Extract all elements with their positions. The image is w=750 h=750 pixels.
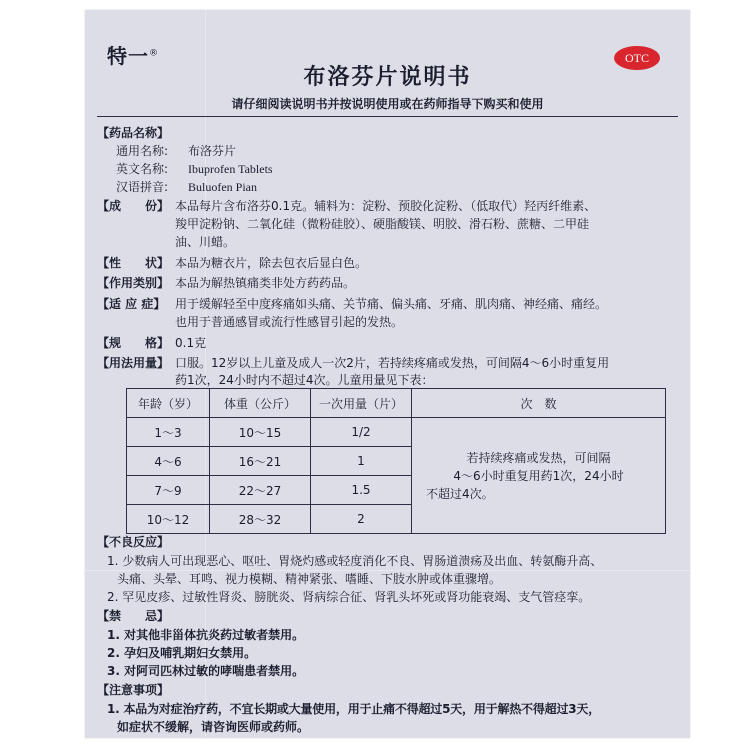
adverse-label: 【不良反应】 xyxy=(97,535,170,549)
precaution-line: 1. 本品为对症治疗药，不宜长期或大量使用，用于止痛不得超过5天，用于解热不得超过3天， xyxy=(107,702,600,716)
weight-cell: 10～15 xyxy=(210,418,311,447)
page-title: 布洛芬片说明书 xyxy=(303,65,472,90)
dosage-line: 口服。12岁以上儿童及成人一次2片，若持续疼痛或发热，可间隔4～6小时重复用 xyxy=(175,356,610,370)
pinyin-name: Buluofen Pian xyxy=(188,180,257,194)
frequency-line: 4～6小时重复用药1次，24小时 xyxy=(453,468,624,483)
page-subtitle: 请仔细阅读说明书并按说明使用或在药师指导下购买和使用 xyxy=(231,97,544,111)
composition-line: 羧甲淀粉钠、二氧化硅（微粉硅胶）、硬脂酸镁、明胶、滑石粉、蔗糖、二甲硅 xyxy=(175,217,590,231)
dosage-line: 药1次，24小时内不超过4次。儿童用量见下表： xyxy=(175,373,434,387)
dose-cell: 1 xyxy=(311,447,412,476)
dosage-label: 【用法用量】 xyxy=(97,356,170,370)
weight-cell: 28～32 xyxy=(210,505,311,534)
table-header: 年龄（岁） xyxy=(127,389,210,418)
age-cell: 7～9 xyxy=(127,476,210,505)
contraindication-line: 3. 对阿司匹林过敏的哮喘患者禁用。 xyxy=(107,664,305,678)
generic-name: 布洛芬片 xyxy=(188,144,237,158)
composition-line: 本品每片含布洛芬0.1克。辅料为：淀粉、预胶化淀粉、（低取代）羟丙纤维素、 xyxy=(175,199,597,213)
contraindication-line: 1. 对其他非甾体抗炎药过敏者禁用。 xyxy=(107,628,305,642)
dose-cell: 1.5 xyxy=(311,476,412,505)
table-header: 一次用量（片） xyxy=(311,389,412,418)
spec-text: 0.1克 xyxy=(175,336,207,350)
brand-logo: 特一® xyxy=(107,44,159,68)
age-cell: 4～6 xyxy=(127,447,210,476)
indications-line: 也用于普通感冒或流行性感冒引起的发热。 xyxy=(175,315,404,329)
dose-cell: 2 xyxy=(311,505,412,534)
weight-cell: 16～21 xyxy=(210,447,311,476)
precautions-label: 【注意事项】 xyxy=(97,683,170,697)
adverse-line: 头痛、头晕、耳鸣、视力模糊、精神紧张、嗜睡、下肢水肿或体重骤增。 xyxy=(117,572,502,586)
english-name: Ibuprofen Tablets xyxy=(188,162,273,176)
table-header-row xyxy=(127,389,666,418)
dosage-table xyxy=(126,388,666,534)
spec-label: 【规 格】 xyxy=(97,336,170,350)
indications-line: 用于缓解轻至中度疼痛如头痛、关节痛、偏头痛、牙痛、肌肉痛、神经痛、痛经。 xyxy=(175,297,608,311)
frequency-cell xyxy=(412,418,666,534)
english-name-label: 英文名称: xyxy=(116,162,169,176)
contraindication-line: 2. 孕妇及哺乳期妇女禁用。 xyxy=(107,646,257,660)
table-header: 次 数 xyxy=(412,389,666,418)
indications-label: 【适 应 症】 xyxy=(97,297,166,311)
weight-cell: 22～27 xyxy=(210,476,311,505)
leaflet-sheet xyxy=(85,10,690,738)
pinyin-label: 汉语拼音: xyxy=(116,180,169,194)
contraindications-label: 【禁 忌】 xyxy=(97,609,170,623)
header-divider xyxy=(97,116,678,117)
frequency-line: 若持续疼痛或发热，可间隔 xyxy=(466,450,611,465)
table-row xyxy=(127,418,666,447)
table-header: 体重（公斤） xyxy=(210,389,311,418)
age-cell: 1～3 xyxy=(127,418,210,447)
composition-label: 【成 份】 xyxy=(97,199,170,213)
otc-badge: OTC xyxy=(614,46,660,70)
precaution-line: 如症状不缓解，请咨询医师或药师。 xyxy=(117,720,310,734)
adverse-line: 1. 少数病人可出现恶心、呕吐、胃烧灼感或轻度消化不良、胃肠道溃疡及出血、转氨酶升高、 xyxy=(107,554,603,568)
dose-cell: 1/2 xyxy=(311,418,412,447)
age-cell: 10～12 xyxy=(127,505,210,534)
composition-line: 油、川蜡。 xyxy=(175,235,236,249)
frequency-line: 不超过4次。 xyxy=(426,486,494,501)
category-label: 【作用类别】 xyxy=(97,276,170,290)
appearance-text: 本品为糖衣片，除去包衣后显白色。 xyxy=(175,256,368,270)
category-text: 本品为解热镇痛类非处方药药品。 xyxy=(175,276,356,290)
generic-name-label: 通用名称: xyxy=(116,144,169,158)
adverse-line: 2. 罕见皮疹、过敏性肾炎、膀胱炎、肾病综合征、肾乳头坏死或肾功能衰竭、支气管痉挛。 xyxy=(107,590,591,604)
appearance-label: 【性 状】 xyxy=(97,256,170,270)
drug-name-label: 【药品名称】 xyxy=(97,126,170,140)
